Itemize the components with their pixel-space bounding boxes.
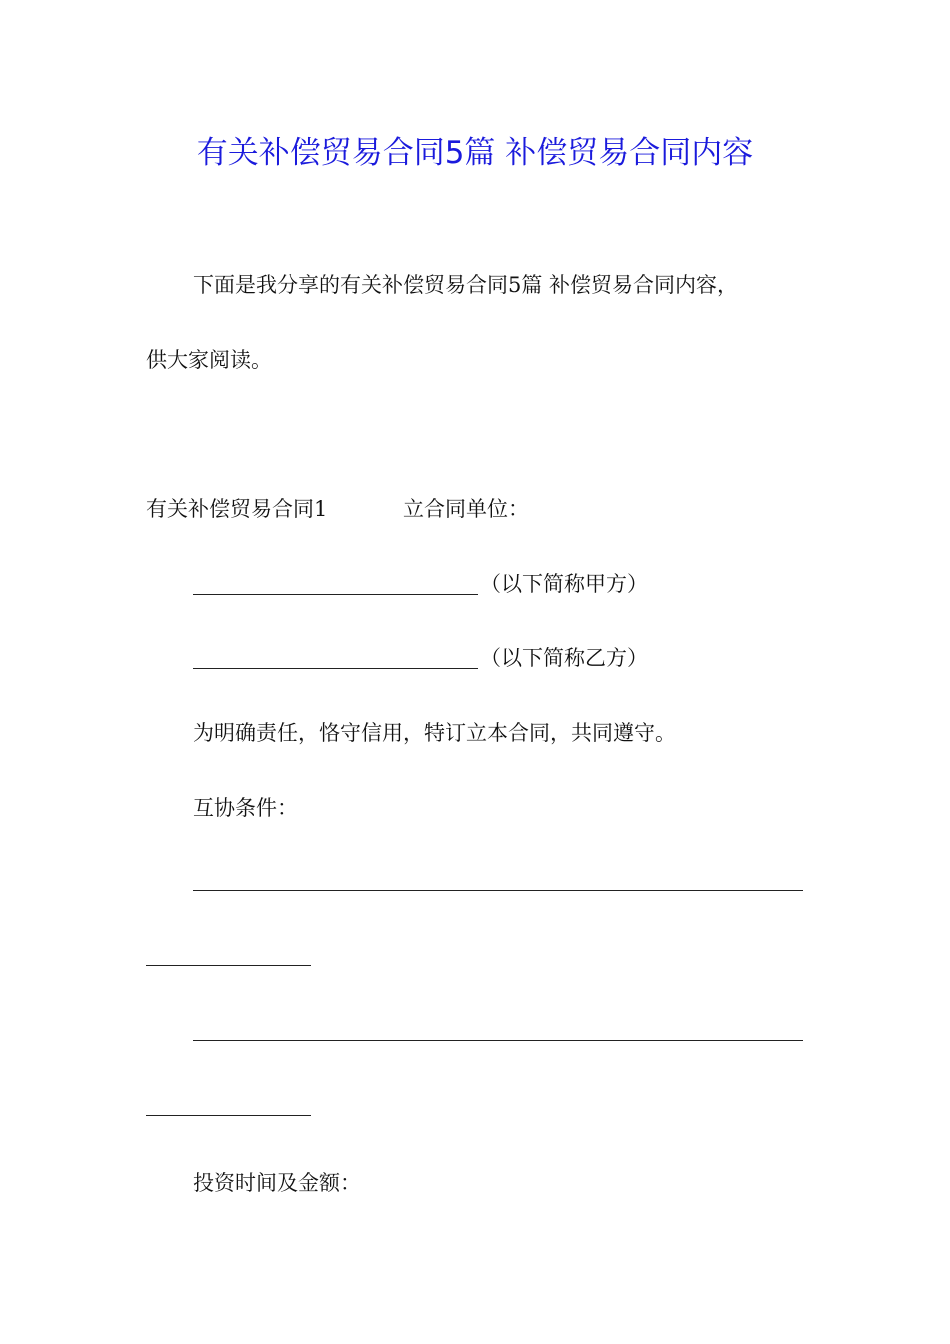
terms-blank-line-2a xyxy=(193,1040,803,1041)
investment-label: 投资时间及金额： xyxy=(193,1171,361,1195)
terms-blank-line-2b xyxy=(146,1115,311,1116)
cooperation-terms-label: 互协条件： xyxy=(193,796,298,820)
contract-parties-label: 立合同单位： xyxy=(403,497,529,521)
terms-blank-line-1a xyxy=(193,890,803,891)
document-title: 有关补偿贸易合同5篇 补偿贸易合同内容 xyxy=(196,135,754,171)
party-b-note: （以下简称乙方） xyxy=(480,646,648,670)
intro-line-2: 供大家阅读。 xyxy=(146,348,272,372)
intro-line-1: 下面是我分享的有关补偿贸易合同5篇 补偿贸易合同内容， xyxy=(193,273,739,297)
party-a-note: （以下简称甲方） xyxy=(480,572,648,596)
purpose-statement: 为明确责任，恪守信用，特订立本合同，共同遵守。 xyxy=(193,721,676,745)
terms-blank-line-1b xyxy=(146,965,311,966)
party-b-blank-line xyxy=(193,668,478,669)
party-a-blank-line xyxy=(193,594,478,595)
section-heading: 有关补偿贸易合同1 xyxy=(146,497,328,521)
